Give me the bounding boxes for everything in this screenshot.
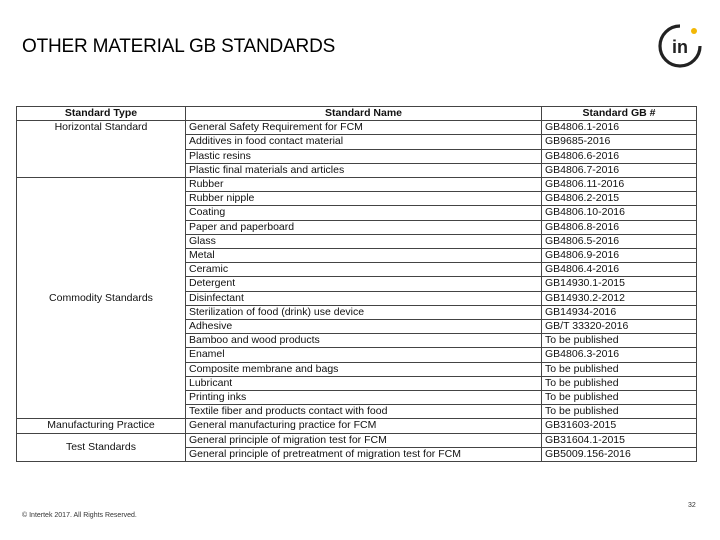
- standard-name-cell: General manufacturing practice for FCM: [186, 419, 542, 433]
- standard-name-cell: Plastic final materials and articles: [186, 163, 542, 177]
- standard-name-cell: Detergent: [186, 277, 542, 291]
- standard-gb-cell: GB9685-2016: [542, 135, 697, 149]
- standard-type-cell: Commodity Standards: [17, 178, 186, 419]
- standard-name-cell: Glass: [186, 234, 542, 248]
- standard-name-cell: Ceramic: [186, 263, 542, 277]
- standard-gb-cell: GB4806.10-2016: [542, 206, 697, 220]
- standard-name-cell: Plastic resins: [186, 149, 542, 163]
- standard-gb-cell: GB4806.2-2015: [542, 192, 697, 206]
- standard-name-cell: Paper and paperboard: [186, 220, 542, 234]
- standard-name-cell: Coating: [186, 206, 542, 220]
- standard-name-cell: General Safety Requirement for FCM: [186, 121, 542, 135]
- standard-gb-cell: GB14930.1-2015: [542, 277, 697, 291]
- standard-name-cell: Sterilization of food (drink) use device: [186, 305, 542, 319]
- copyright-text: © Intertek 2017. All Rights Reserved.: [22, 512, 137, 519]
- page-title: OTHER MATERIAL GB STANDARDS: [22, 36, 336, 57]
- standard-name-cell: Composite membrane and bags: [186, 362, 542, 376]
- standard-name-cell: Lubricant: [186, 376, 542, 390]
- standard-gb-cell: GB4806.4-2016: [542, 263, 697, 277]
- standard-gb-cell: GB/T 33320-2016: [542, 320, 697, 334]
- standard-gb-cell: To be published: [542, 391, 697, 405]
- standard-type-cell: Test Standards: [17, 433, 186, 461]
- standard-name-cell: Metal: [186, 249, 542, 263]
- standard-gb-cell: GB4806.11-2016: [542, 178, 697, 192]
- header-standard-type: Standard Type: [17, 107, 186, 121]
- standard-gb-cell: GB31604.1-2015: [542, 433, 697, 447]
- standard-name-cell: Textile fiber and products contact with food: [186, 405, 542, 419]
- standards-table-container: [16, 106, 696, 462]
- logo-text: in: [672, 37, 688, 57]
- standard-gb-cell: To be published: [542, 334, 697, 348]
- standard-type-cell: Manufacturing Practice: [17, 419, 186, 433]
- standard-gb-cell: GB4806.5-2016: [542, 234, 697, 248]
- standard-gb-cell: GB4806.9-2016: [542, 249, 697, 263]
- standard-name-cell: Bamboo and wood products: [186, 334, 542, 348]
- header-standard-name: Standard Name: [186, 107, 542, 121]
- table-header-row: [17, 107, 697, 121]
- standard-gb-cell: GB4806.6-2016: [542, 149, 697, 163]
- standard-name-cell: Adhesive: [186, 320, 542, 334]
- intertek-logo-icon: [656, 22, 704, 70]
- standard-name-cell: Enamel: [186, 348, 542, 362]
- standard-name-cell: Additives in food contact material: [186, 135, 542, 149]
- standard-name-cell: Disinfectant: [186, 291, 542, 305]
- standards-table: [16, 106, 697, 462]
- table-row: [17, 121, 697, 135]
- standard-type-cell: Horizontal Standard: [17, 121, 186, 178]
- standard-name-cell: General principle of migration test for FCM: [186, 433, 542, 447]
- standard-gb-cell: GB4806.8-2016: [542, 220, 697, 234]
- standard-gb-cell: GB14934-2016: [542, 305, 697, 319]
- standard-gb-cell: GB5009.156-2016: [542, 447, 697, 461]
- standard-gb-cell: GB4806.7-2016: [542, 163, 697, 177]
- table-row: [17, 433, 697, 447]
- standard-name-cell: Rubber nipple: [186, 192, 542, 206]
- standard-gb-cell: GB31603-2015: [542, 419, 697, 433]
- table-body: [17, 121, 697, 462]
- header-standard-gb: Standard GB #: [542, 107, 697, 121]
- standard-name-cell: Rubber: [186, 178, 542, 192]
- standard-gb-cell: To be published: [542, 376, 697, 390]
- standard-name-cell: Printing inks: [186, 391, 542, 405]
- page-number: 32: [688, 502, 696, 509]
- table-row: [17, 419, 697, 433]
- standard-gb-cell: GB4806.3-2016: [542, 348, 697, 362]
- standard-name-cell: General principle of pretreatment of migration test for FCM: [186, 447, 542, 461]
- standard-gb-cell: To be published: [542, 405, 697, 419]
- standard-gb-cell: GB4806.1-2016: [542, 121, 697, 135]
- standard-gb-cell: To be published: [542, 362, 697, 376]
- table-row: [17, 178, 697, 192]
- standard-gb-cell: GB14930.2-2012: [542, 291, 697, 305]
